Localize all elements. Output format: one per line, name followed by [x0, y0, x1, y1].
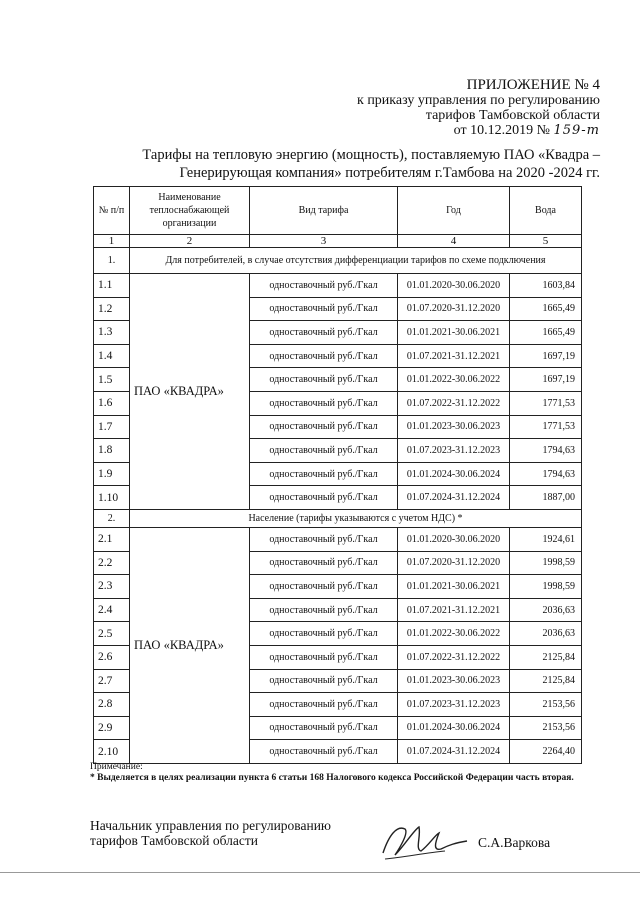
row-number: 1.5 [94, 368, 130, 392]
tariff-value: 2036,63 [510, 622, 582, 646]
row-number: 2.9 [94, 716, 130, 740]
row-number: 2.10 [94, 740, 130, 764]
tariff-type: одноставочный руб./Гкал [250, 740, 398, 764]
tariff-type: одноставочный руб./Гкал [250, 344, 398, 368]
row-number: 1.10 [94, 486, 130, 510]
tariff-period: 01.07.2022-31.12.2022 [398, 645, 510, 669]
tariff-value: 1665,49 [510, 297, 582, 321]
tariff-type: одноставочный руб./Гкал [250, 321, 398, 345]
tariff-period: 01.07.2020-31.12.2020 [398, 297, 510, 321]
tariff-type: одноставочный руб./Гкал [250, 693, 398, 717]
tariff-value: 1924,61 [510, 527, 582, 551]
row-number: 2.7 [94, 669, 130, 693]
position-line-1: Начальник управления по регулированию [90, 818, 332, 833]
tariff-value: 2264,40 [510, 740, 582, 764]
tariff-value: 1665,49 [510, 321, 582, 345]
title-line-2: Генерирующая компания» потребителям г.Тамбова на 2020 -2024 гг. [179, 165, 600, 181]
col-number-4: 4 [398, 235, 510, 248]
col-number-2: 2 [130, 235, 250, 248]
row-number: 1.2 [94, 297, 130, 321]
tariff-period: 01.01.2023-30.06.2023 [398, 415, 510, 439]
tariff-period: 01.01.2021-30.06.2021 [398, 321, 510, 345]
table-row [94, 274, 582, 298]
tariff-period: 01.01.2023-30.06.2023 [398, 669, 510, 693]
tariff-type: одноставочный руб./Гкал [250, 551, 398, 575]
row-number: 1.4 [94, 344, 130, 368]
tariff-type: одноставочный руб./Гкал [250, 716, 398, 740]
tariff-period: 01.07.2024-31.12.2024 [398, 740, 510, 764]
tariff-value: 1771,53 [510, 415, 582, 439]
note-text: * Выделяется в целях реализации пункта 6 статьи 168 Налогового кодекса Российской Федерации часть вторая. [90, 773, 574, 783]
tariff-type: одноставочный руб./Гкал [250, 527, 398, 551]
tariff-value: 2036,63 [510, 598, 582, 622]
col-number-5: 5 [510, 235, 582, 248]
tariff-table [93, 186, 582, 764]
tariff-value: 1998,59 [510, 575, 582, 599]
tariff-period: 01.07.2024-31.12.2024 [398, 486, 510, 510]
row-number: 2.6 [94, 645, 130, 669]
tariff-period: 01.01.2024-30.06.2024 [398, 462, 510, 486]
section-number: 2. [94, 509, 130, 527]
tariff-value: 1794,63 [510, 439, 582, 463]
signer-name: С.А.Варкова [478, 835, 551, 850]
col-number-1: 1 [94, 235, 130, 248]
tariff-period: 01.01.2021-30.06.2021 [398, 575, 510, 599]
table-header-row [94, 187, 582, 235]
order-number-handwritten: 159-т [553, 123, 600, 138]
row-number: 1.6 [94, 391, 130, 415]
tariff-type: одноставочный руб./Гкал [250, 645, 398, 669]
row-number: 2.8 [94, 693, 130, 717]
appendix-header [357, 78, 600, 138]
tariff-period: 01.07.2023-31.12.2023 [398, 439, 510, 463]
tariff-period: 01.01.2024-30.06.2024 [398, 716, 510, 740]
tariff-period: 01.01.2022-30.06.2022 [398, 368, 510, 392]
handwritten-signature [375, 815, 475, 865]
section-row [94, 509, 582, 527]
row-number: 1.8 [94, 439, 130, 463]
section-title: Население (тарифы указываются с учетом НДС) * [130, 509, 582, 527]
row-number: 2.2 [94, 551, 130, 575]
tariff-type: одноставочный руб./Гкал [250, 297, 398, 321]
table-row [94, 527, 582, 551]
tariff-table-body [94, 187, 582, 764]
tariff-type: одноставочный руб./Гкал [250, 391, 398, 415]
column-number-row [94, 235, 582, 248]
section-row [94, 248, 582, 274]
row-number: 2.5 [94, 622, 130, 646]
tariff-period: 01.01.2022-30.06.2022 [398, 622, 510, 646]
appendix-line-4 [357, 123, 600, 138]
tariff-period: 01.07.2023-31.12.2023 [398, 693, 510, 717]
tariff-type: одноставочный руб./Гкал [250, 486, 398, 510]
appendix-line-2: к приказу управления по регулированию [357, 93, 600, 108]
tariff-value: 1998,59 [510, 551, 582, 575]
bottom-scan-line [0, 872, 640, 873]
tariff-value: 2153,56 [510, 693, 582, 717]
tariff-value: 2153,56 [510, 716, 582, 740]
tariff-value: 1697,19 [510, 368, 582, 392]
document-title [100, 146, 600, 182]
note-block [90, 762, 590, 784]
tariff-period: 01.07.2020-31.12.2020 [398, 551, 510, 575]
header-tariff-type: Вид тарифа [250, 187, 398, 235]
organization-name: ПАО «КВАДРА» [130, 527, 250, 763]
tariff-period: 01.01.2020-30.06.2020 [398, 527, 510, 551]
tariff-value: 1794,63 [510, 462, 582, 486]
tariff-type: одноставочный руб./Гкал [250, 669, 398, 693]
col-number-3: 3 [250, 235, 398, 248]
tariff-type: одноставочный руб./Гкал [250, 439, 398, 463]
tariff-value: 2125,84 [510, 669, 582, 693]
tariff-value: 1887,00 [510, 486, 582, 510]
tariff-period: 01.07.2021-31.12.2021 [398, 344, 510, 368]
row-number: 1.1 [94, 274, 130, 298]
tariff-period: 01.01.2020-30.06.2020 [398, 274, 510, 298]
order-date: от 10.12.2019 № [453, 123, 550, 138]
header-num: № п/п [94, 187, 130, 235]
header-water: Вода [510, 187, 582, 235]
row-number: 1.3 [94, 321, 130, 345]
note-label: Примечание: [90, 762, 143, 772]
tariff-type: одноставочный руб./Гкал [250, 575, 398, 599]
tariff-period: 01.07.2022-31.12.2022 [398, 391, 510, 415]
row-number: 2.3 [94, 575, 130, 599]
row-number: 2.1 [94, 527, 130, 551]
section-title: Для потребителей, в случае отсутствия дифференциации тарифов по схеме подключения [130, 248, 582, 274]
tariff-value: 1603,84 [510, 274, 582, 298]
row-number: 2.4 [94, 598, 130, 622]
tariff-type: одноставочный руб./Гкал [250, 368, 398, 392]
tariff-period: 01.07.2021-31.12.2021 [398, 598, 510, 622]
tariff-type: одноставочный руб./Гкал [250, 622, 398, 646]
header-year: Год [398, 187, 510, 235]
appendix-line-3: тарифов Тамбовской области [425, 108, 600, 123]
tariff-value: 1771,53 [510, 391, 582, 415]
row-number: 1.9 [94, 462, 130, 486]
tariff-type: одноставочный руб./Гкал [250, 598, 398, 622]
title-line-1: Тарифы на тепловую энергию (мощность), поставляемую ПАО «Квадра – [142, 147, 600, 163]
tariff-type: одноставочный руб./Гкал [250, 274, 398, 298]
position-line-2: тарифов Тамбовской области [90, 833, 258, 848]
tariff-value: 2125,84 [510, 645, 582, 669]
tariff-type: одноставочный руб./Гкал [250, 462, 398, 486]
tariff-type: одноставочный руб./Гкал [250, 415, 398, 439]
section-number: 1. [94, 248, 130, 274]
row-number: 1.7 [94, 415, 130, 439]
appendix-title: ПРИЛОЖЕНИЕ № 4 [466, 77, 600, 93]
header-org: Наименование теплоснабжающей организации [130, 187, 250, 235]
tariff-value: 1697,19 [510, 344, 582, 368]
signatory-position [90, 818, 331, 848]
organization-name: ПАО «КВАДРА» [130, 274, 250, 510]
